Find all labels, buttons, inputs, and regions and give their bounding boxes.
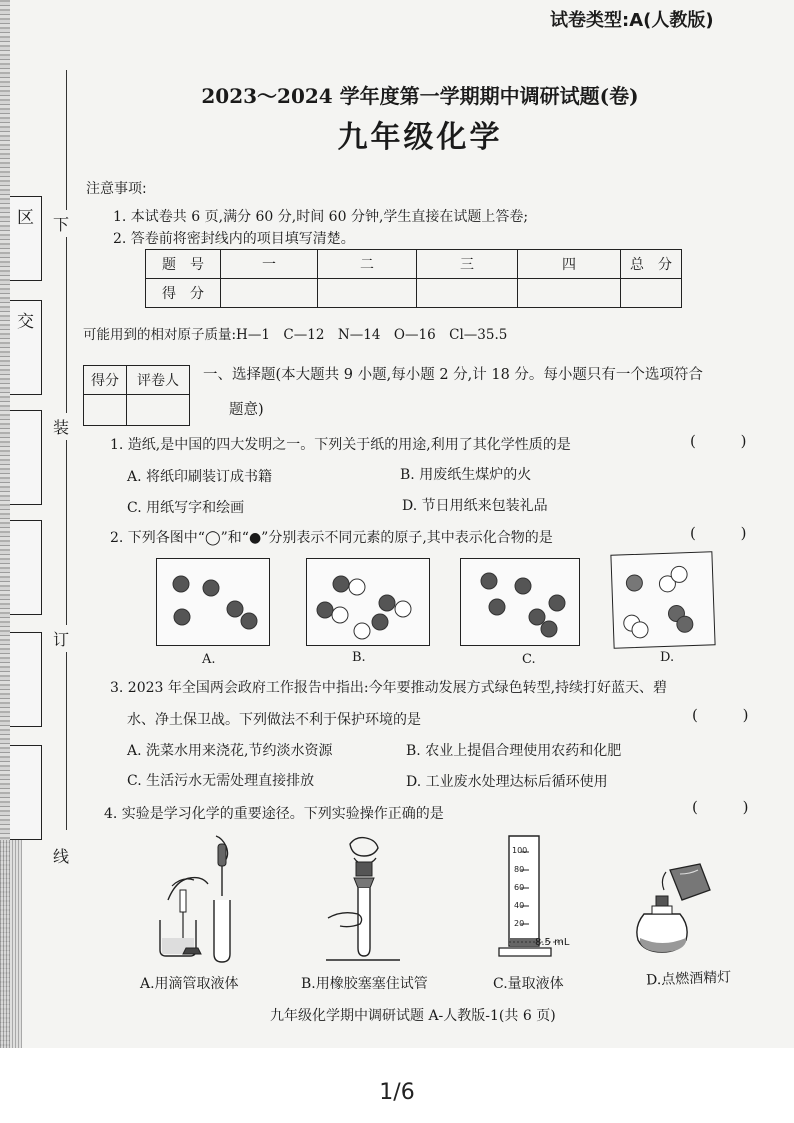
- q1-stem: 1. 造纸,是中国的四大发明之一。下列关于纸的用途,利用了其化学性质的是: [110, 437, 571, 453]
- q2-stem: 2. 下列各图中“◯”和“●”分别表示不同元素的原子,其中表示化合物的是: [110, 530, 553, 546]
- score-cell-2[interactable]: [318, 279, 417, 308]
- q4-cylinder-mark-100: 100: [512, 846, 528, 855]
- q2-figure-c: [460, 558, 580, 646]
- notice-item-1: 1. 本试卷共 6 页,满分 60 分,时间 60 分钟,学生直接在试题上答卷;: [113, 209, 529, 225]
- q1-answer-paren[interactable]: ( ): [690, 432, 767, 450]
- grader-score-cell[interactable]: [84, 395, 127, 426]
- page-footer: 九年级化学期中调研试题 A-人教版-1(共 6 页): [270, 1008, 556, 1024]
- q4-answer-paren[interactable]: ( ): [692, 798, 769, 816]
- q4-figure-a-dropper-icon: [150, 830, 260, 965]
- page-indicator: 1/6: [379, 1080, 415, 1105]
- seal-box-id: [10, 632, 42, 727]
- q4-option-d: D.点燃酒精灯: [645, 969, 732, 989]
- q2-figure-a: [156, 558, 270, 646]
- score-header-1: 一: [221, 250, 318, 279]
- section1-title-cont: 题意): [229, 402, 264, 418]
- notice-item-2: 2. 答卷前将密封线内的项目填写清楚。: [113, 231, 355, 247]
- q4-figure-d-lamp-icon: [630, 858, 720, 968]
- q4-option-c: C.量取液体: [493, 976, 564, 992]
- grader-name-cell[interactable]: [127, 395, 190, 426]
- q3-answer-paren[interactable]: ( ): [692, 706, 769, 724]
- score-header-2: 二: [318, 250, 417, 279]
- q2-figure-c-atoms: [461, 559, 579, 645]
- q1-option-c: C. 用纸写字和绘画: [127, 500, 245, 516]
- q2-label-b: B.: [352, 650, 366, 665]
- q3-option-c: C. 生活污水无需处理直接排放: [127, 773, 315, 789]
- section1-title: 一、选择题(本大题共 9 小题,每小题 2 分,计 18 分。每小题只有一个选项符合: [203, 367, 703, 383]
- q4-cylinder-mark-20: 20: [514, 919, 525, 928]
- score-header-3: 三: [417, 250, 518, 279]
- q1-option-a: A. 将纸印刷装订成书籍: [127, 469, 273, 485]
- score-cell-1[interactable]: [221, 279, 318, 308]
- q1-option-b: B. 用废纸生煤炉的火: [400, 467, 532, 483]
- q4-stem: 4. 实验是学习化学的重要途径。下列实验操作正确的是: [104, 806, 444, 822]
- q4-option-b: B.用橡胶塞塞住试管: [301, 976, 428, 992]
- score-header-label: 题 号: [146, 250, 221, 279]
- q2-figure-b: [306, 558, 430, 646]
- grader-table: [83, 365, 190, 426]
- score-table: [145, 249, 682, 308]
- q2-label-c: C.: [522, 652, 536, 667]
- q4-cylinder-mark-40: 40: [514, 901, 525, 910]
- seal-char-xia: 下: [53, 210, 69, 237]
- subject-title: 九年级化学: [337, 120, 503, 155]
- score-row-label: 得 分: [146, 279, 221, 308]
- grader-score-label: 得分: [84, 366, 127, 395]
- score-cell-total[interactable]: [621, 279, 682, 308]
- paper-type-tag: 试卷类型:A(人教版): [550, 10, 714, 31]
- notice-heading: 注意事项:: [86, 181, 147, 197]
- q3-option-b: B. 农业上提倡合理使用农药和化肥: [406, 743, 622, 759]
- score-header-total: 总 分: [621, 250, 682, 279]
- q3-stem: 3. 2023 年全国两会政府工作报告中指出:今年要推动发展方式绿色转型,持续打好蓝天、碧: [110, 680, 668, 696]
- grader-name-label: 评卷人: [127, 366, 190, 395]
- seal-char-zhuang: 装: [53, 413, 69, 440]
- score-cell-4[interactable]: [518, 279, 621, 308]
- seal-box-school: 交: [10, 300, 42, 395]
- score-header-4: 四: [518, 250, 621, 279]
- q3-stem-cont: 水、净土保卫战。下列做法不利于保护环境的是: [127, 712, 421, 728]
- seal-char-xian: 线: [53, 842, 69, 869]
- seal-char-ding: 订: [53, 625, 69, 652]
- q2-answer-paren[interactable]: ( ): [690, 524, 767, 542]
- seal-line: [66, 70, 67, 830]
- score-cell-3[interactable]: [417, 279, 518, 308]
- q2-label-d: D.: [660, 650, 675, 665]
- exam-title: 2023～2024 学年度第一学期期中调研试题(卷): [201, 84, 639, 108]
- q1-option-d: D. 节日用纸来包装礼品: [402, 498, 548, 514]
- q4-cylinder-mark-60: 60: [514, 883, 525, 892]
- q3-option-a: A. 洗菜水用来浇花,节约淡水资源: [127, 743, 333, 759]
- q4-cylinder-reading: 8.5 mL: [535, 937, 570, 948]
- q2-figure-b-atoms: [307, 559, 429, 645]
- scan-edge-lower: [0, 840, 22, 1048]
- q3-option-d: D. 工业废水处理达标后循环使用: [406, 774, 608, 790]
- atomic-masses: 可能用到的相对原子质量:H—1 C—12 N—14 O—16 Cl—35.5: [83, 327, 508, 343]
- seal-box-seat: [10, 745, 42, 840]
- seal-box-class: [10, 410, 42, 505]
- q2-figure-d: [610, 551, 715, 649]
- q4-option-a: A.用滴管取液体: [140, 976, 239, 992]
- q2-figure-d-atoms: [611, 552, 714, 647]
- q4-figure-b-stopper-icon: [320, 830, 410, 965]
- q2-figure-a-atoms: [157, 559, 269, 645]
- q2-label-a: A.: [202, 652, 216, 667]
- q4-cylinder-mark-80: 80: [514, 865, 525, 874]
- seal-box-district: 区: [10, 196, 42, 281]
- seal-box-name: [10, 520, 42, 615]
